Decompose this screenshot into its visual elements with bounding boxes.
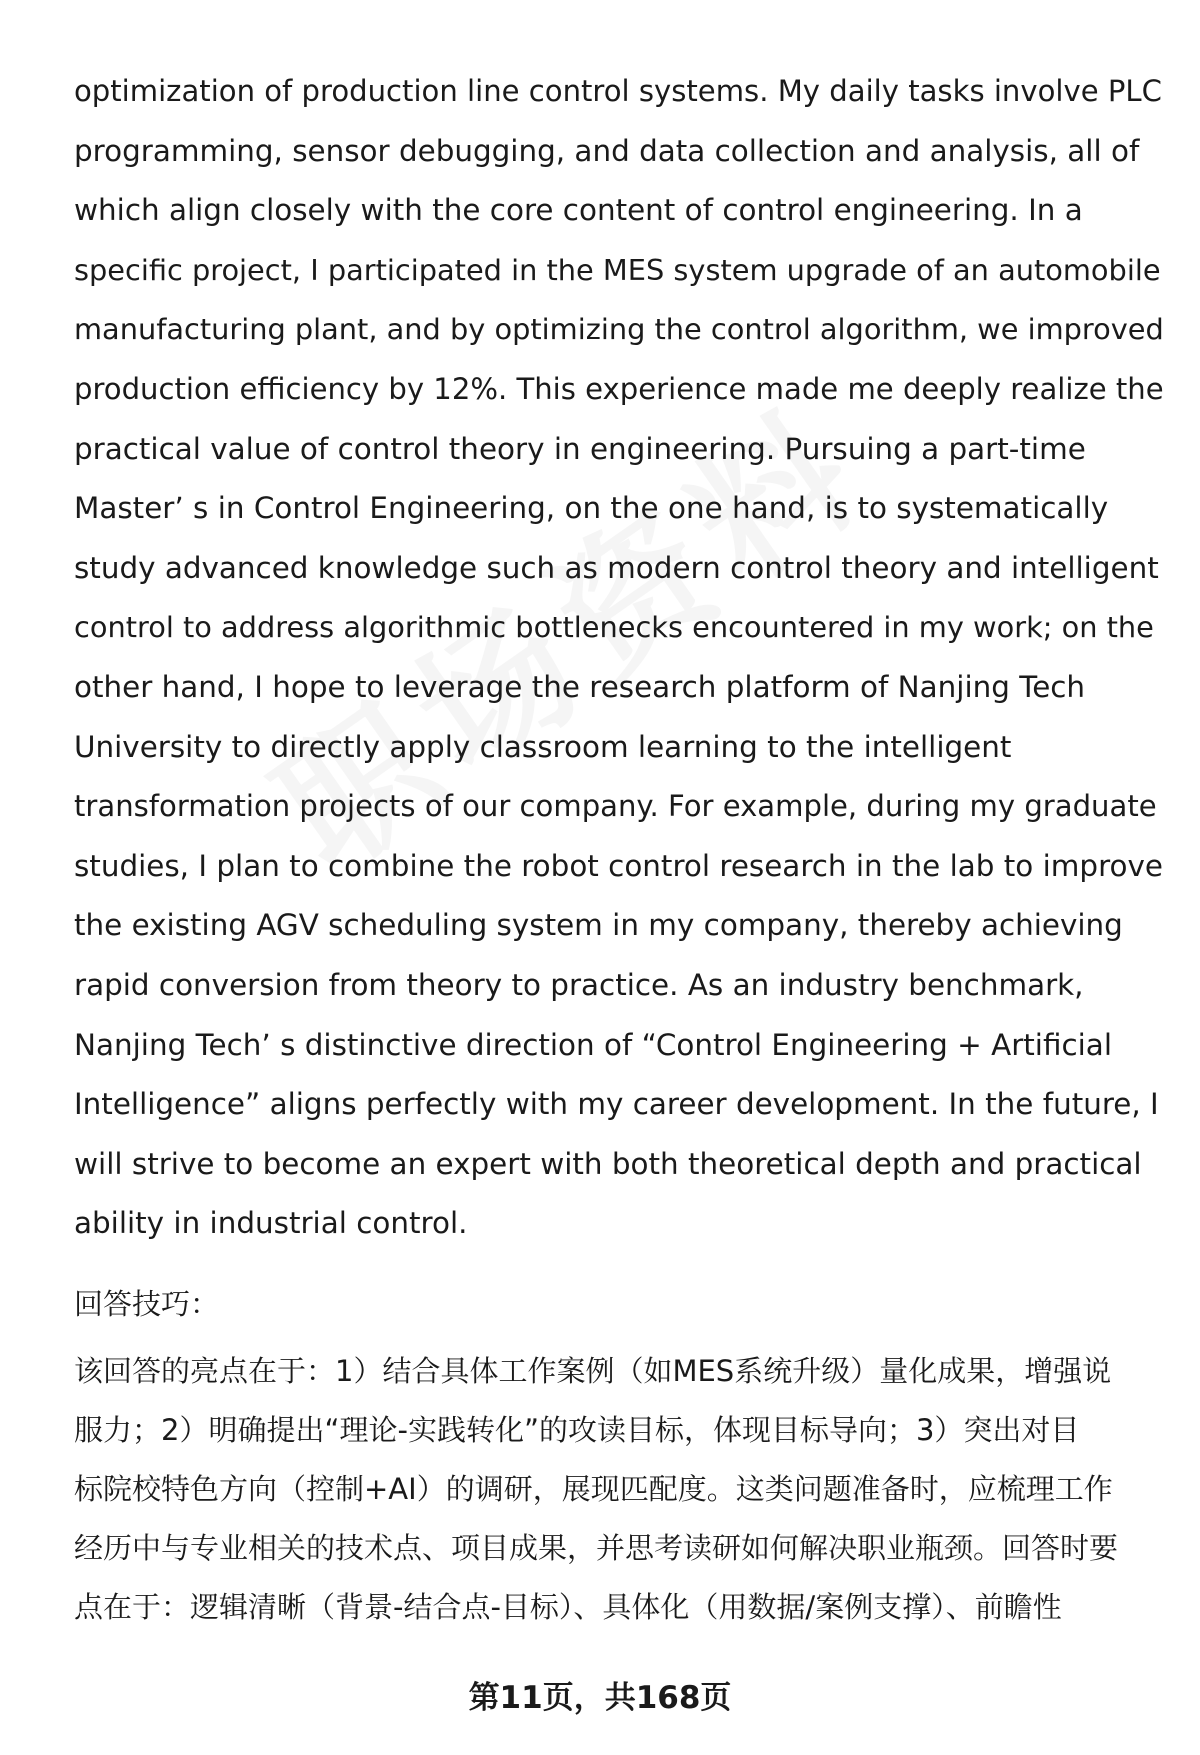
- paragraph-line: manufacturing plant, and by optimizing the control algorithm, we improved: [74, 312, 1164, 347]
- paragraph-line: Master’ s in Control Engineering, on the one hand, is to systematically: [74, 491, 1109, 526]
- paragraph-line: ability in industrial control.: [74, 1206, 468, 1241]
- paragraph-line: the existing AGV scheduling system in my company, thereby achieving: [74, 908, 1123, 943]
- tips-line: 该回答的亮点在于：1）结合具体工作案例（如MES系统升级）量化成果，增强说: [74, 1354, 1112, 1388]
- paragraph-line: practical value of control theory in engineering. Pursuing a part-time: [74, 431, 1086, 466]
- paragraph-line: Intelligence” aligns perfectly with my career development. In the future, I: [74, 1087, 1159, 1122]
- tips-line: 标院校特色方向（控制+AI）的调研，展现匹配度。这类问题准备时，应梳理工作: [74, 1472, 1113, 1506]
- tips-line: 服力；2）明确提出“理论-实践转化”的攻读目标，体现目标导向；3）突出对目: [74, 1413, 1080, 1447]
- body-paragraph: [74, 62, 1164, 1254]
- paragraph-line: rapid conversion from theory to practice. As an industry benchmark,: [74, 967, 1084, 1002]
- paragraph-line: University to directly apply classroom learning to the intelligent: [74, 729, 1012, 764]
- paragraph-line: control to address algorithmic bottlenecks encountered in my work; on the: [74, 610, 1154, 645]
- paragraph-line: Nanjing Tech’ s distinctive direction of “Control Engineering + Artificial: [74, 1027, 1112, 1062]
- paragraph-line: will strive to become an expert with both theoretical depth and practical: [74, 1146, 1142, 1181]
- paragraph-line: other hand, I hope to leverage the research platform of Nanjing Tech: [74, 669, 1086, 704]
- paragraph-line: study advanced knowledge such as modern control theory and intelligent: [74, 550, 1159, 585]
- paragraph-line: studies, I plan to combine the robot control research in the lab to improve: [74, 848, 1163, 883]
- paragraph-line: programming, sensor debugging, and data collection and analysis, all of: [74, 133, 1140, 168]
- tips-paragraph: [74, 1342, 1164, 1637]
- tips-heading: 回答技巧：: [74, 1287, 220, 1321]
- paragraph-line: optimization of production line control systems. My daily tasks involve PLC: [74, 74, 1162, 108]
- paragraph-line: transformation projects of our company. For example, during my graduate: [74, 789, 1157, 824]
- tips-line: 点在于：逻辑清晰（背景-结合点-目标）、具体化（用数据/案例支撑）、前瞻性: [74, 1590, 1062, 1624]
- paragraph-line: specific project, I participated in the MES system upgrade of an automobile: [74, 252, 1161, 287]
- paragraph-line: production efficiency by 12%. This experience made me deeply realize the: [74, 371, 1164, 406]
- paragraph-line: which align closely with the core content of control engineering. In a: [74, 193, 1083, 228]
- tips-line: 经历中与专业相关的技术点、项目成果，并思考读研如何解决职业瓶颈。回答时要: [74, 1531, 1119, 1565]
- page-number: 第11页，共168页: [468, 1680, 732, 1716]
